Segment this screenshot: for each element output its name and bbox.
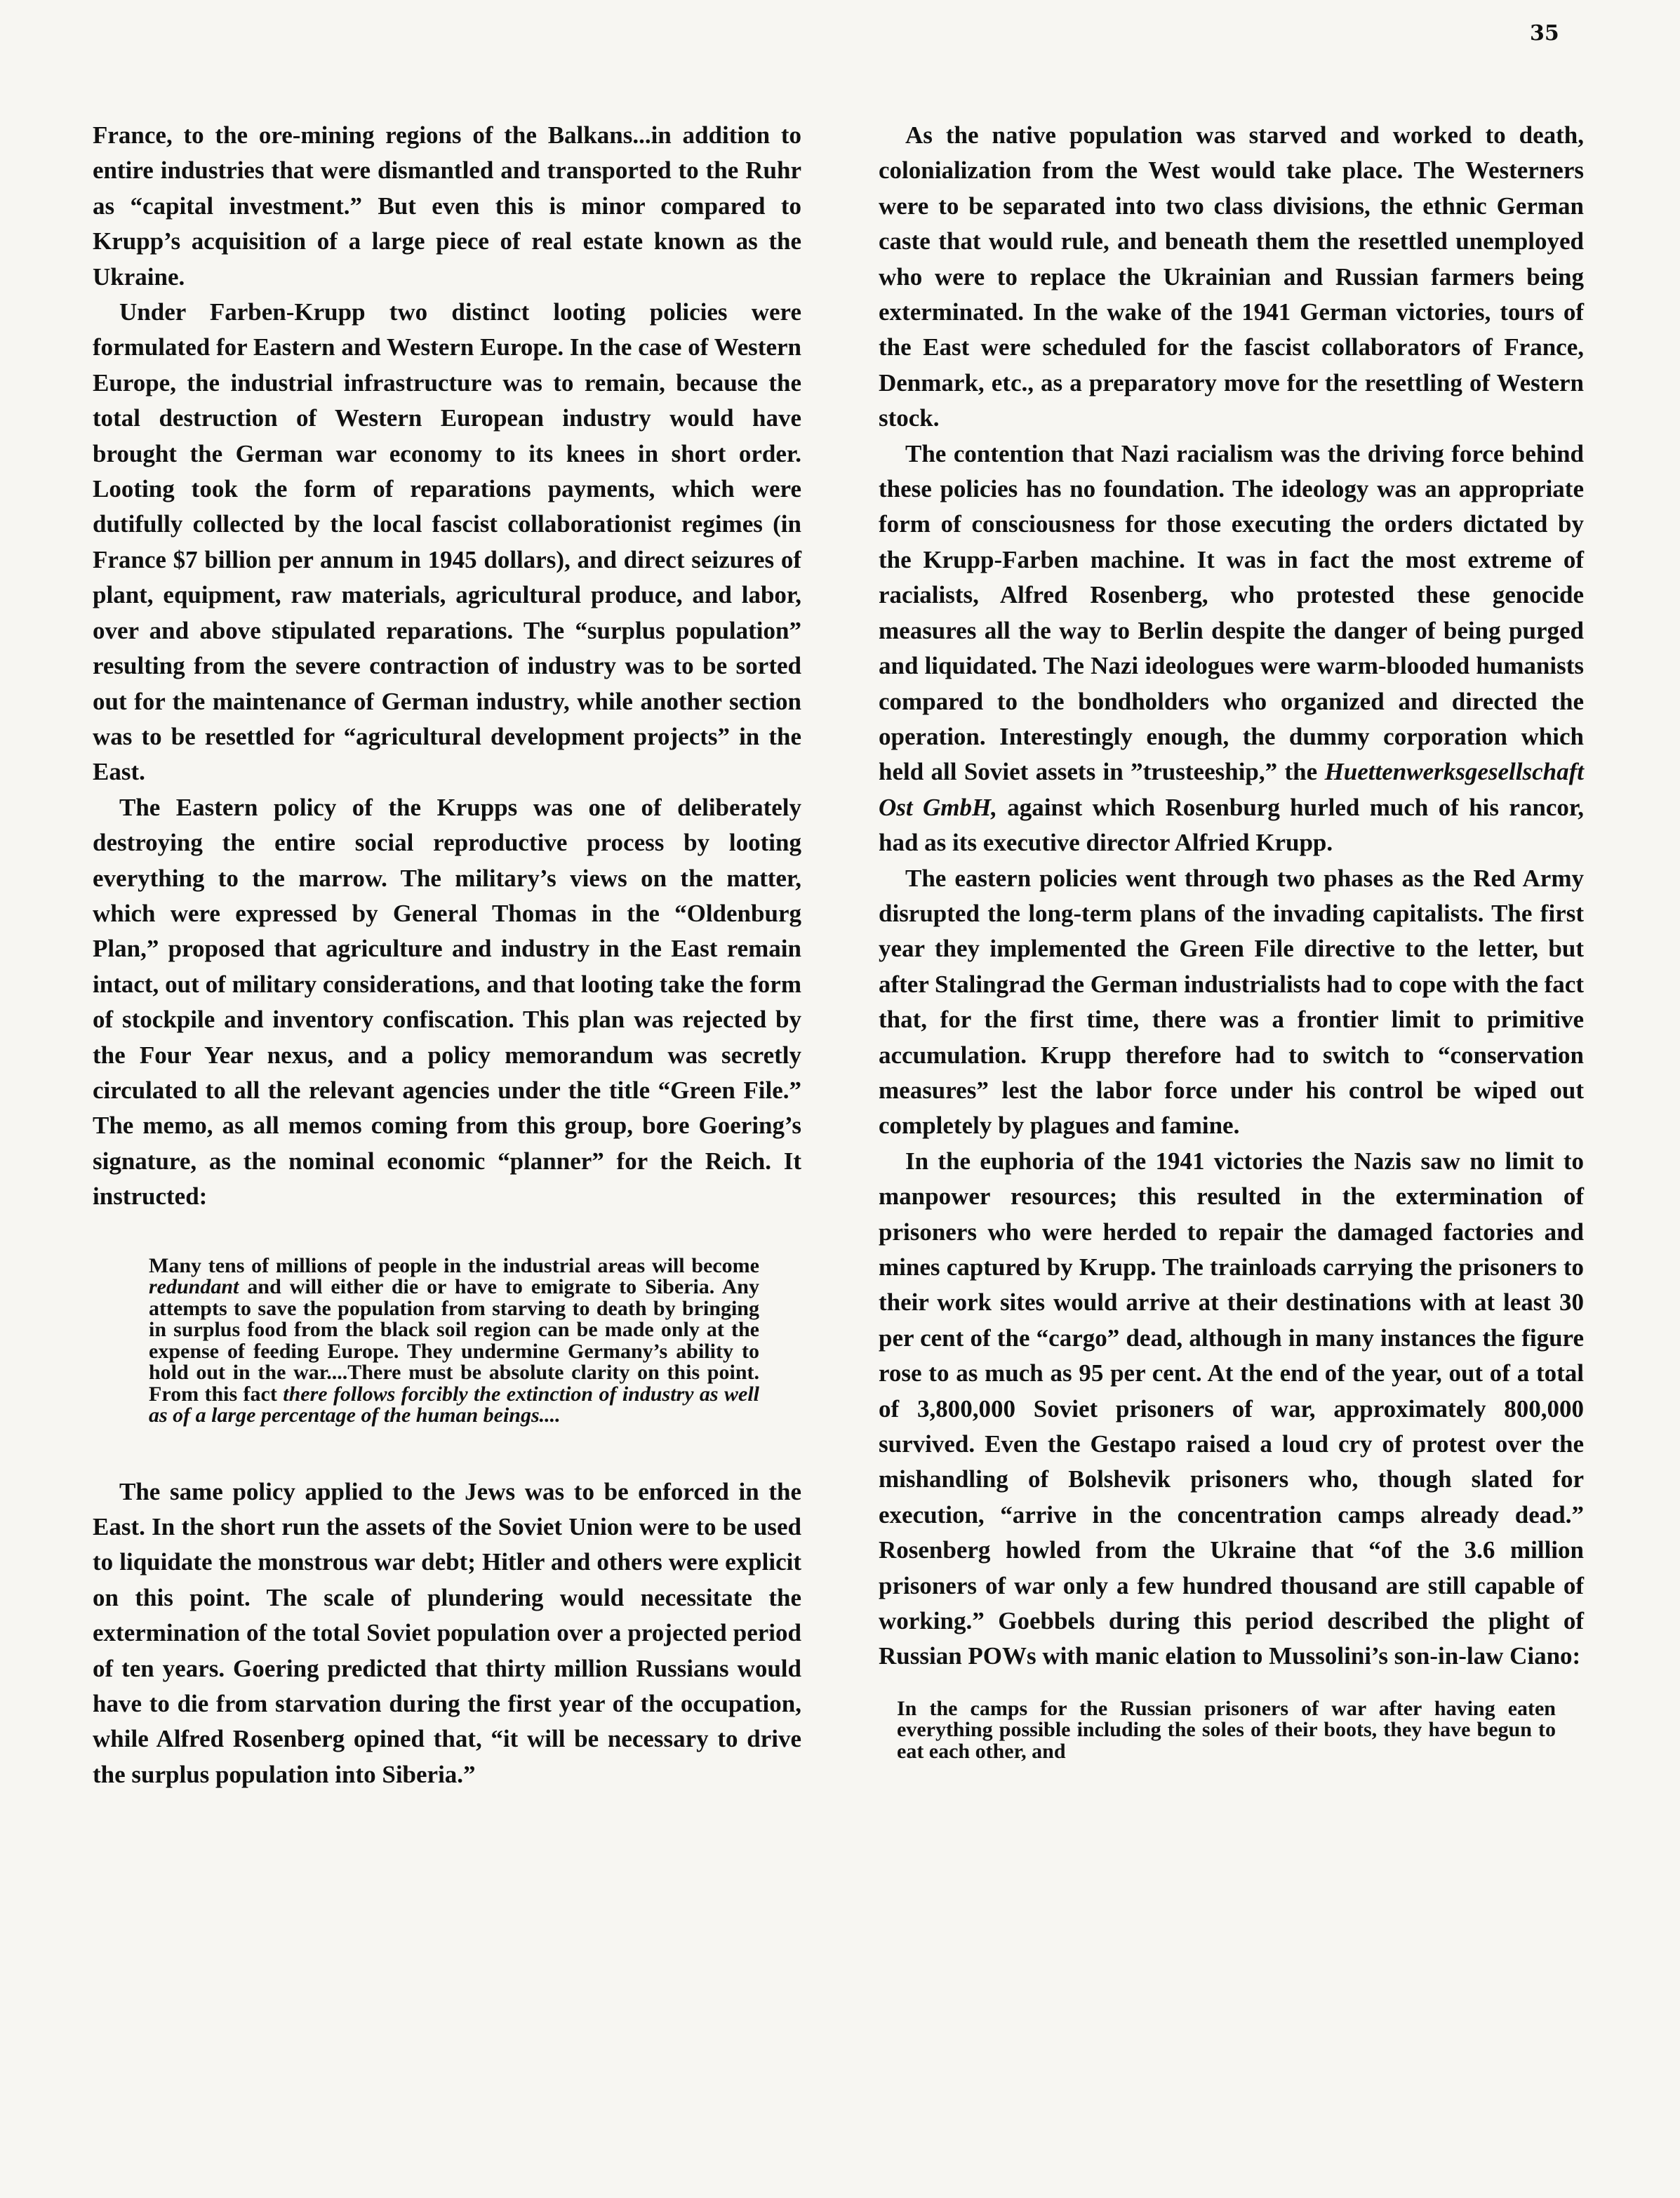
quote-emphasis: redundant [149,1275,239,1299]
paragraph-text: against which Rosenburg hurled much of his rancor, had as its executive director Alfried Krupp. [879,793,1584,857]
left-column [93,118,801,1792]
right-column [879,118,1584,1762]
quote-text: Many tens of millions of people in the industrial areas will become [149,1253,759,1277]
paragraph-text: The contention that Nazi racialism was the driving force behind these policies has no foundation. The ideology was an appropriate form of consciousness for those executing the orders dictated by the Krupp-Farben machine. It was in fact the most extreme of racialists, Alfred Rosenberg, who protested these genocide measures all the way to Berlin despite the danger of being purged and liquidated. The Nazi ideologues were warm-blooded humanists compared to the bondholders who organized and directed the operation. Interestingly enough, the dummy corporation which held all Soviet assets in ”trusteeship,” the [879,439,1584,786]
paragraph [879,437,1584,861]
block-quote: In the camps for the Russian prisoners of war after having eaten everything possible including the soles of their boots, they have begun to eat each other, and [897,1696,1556,1763]
paragraph: France, to the ore-mining regions of the Balkans...in addition to entire industries that were dismantled and transported to the Ruhr as “capital investment.” But even this is minor compared to Krupp’s acquisition of a large piece of real estate known as the Ukraine. [93,121,801,291]
quote-emphasis: there follows forcibly the extinction of industry as well as of a large percentage of the human beings.... [149,1382,759,1427]
block-quote [93,1255,801,1427]
paragraph: The eastern policies went through two phases as the Red Army disrupted the long-term plans of the invading capitalists. The first year they implemented the Green File directive to the letter, but after Stalingrad the German industrialists had to cope with the fact that, for the first time, there was a frontier limit to primitive accumulation. Krupp therefore had to switch to “conservation measures” lest the labor force under his control be wiped out completely by plagues and famine. [879,864,1584,1140]
paragraph: Under Farben-Krupp two distinct looting policies were formulated for Eastern and Western Europe. In the case of Western Europe, the industrial infrastructure was to remain, because the total destruction of Western European industry would have brought the German war economy to its knees in short order. Looting took the form of reparations payments, which were dutifully collected by the local fascist collaborationist regimes (in France $7 billion per annum in 1945 dollars), and direct seizures of plant, equipment, raw materials, agricultural produce, and labor, over and above stipulated reparations. The “surplus population” resulting from the severe contraction of industry was to be sorted out for the maintenance of German industry, while another section was to be resettled for “agricultural development projects” in the East. [93,298,801,786]
paragraph: In the euphoria of the 1941 victories the Nazis saw no limit to manpower resources; this resulted in the extermination of prisoners who were herded to repair the damaged factories and mines captured by Krupp. The trainloads carrying the prisoners to their work sites would arrive at their destinations with at least 30 per cent of the “cargo” dead, although in many instances the figure rose to as much as 95 per cent. At the end of the year, out of a total of 3,800,000 Soviet prisoners of war, approximately 800,000 survived. Even the Gestapo raised a loud cry of protest over the mishandling of Bolshevik prisoners who, though slated for execution, “arrive in the concentration camps already dead.” Rosenberg howled from the Ukraine that “of the 3.6 million prisoners of war only a few hundred thousand are still capable of working.” Goebbels during this period described the plight of Russian POWs with manic elation to Mussolini’s son-in-law Ciano: [879,1147,1584,1670]
paragraph: As the native population was starved and worked to death, colonialization from the West would take place. The Westerners were to be separated into two class divisions, the ethnic German caste that would rule, and beneath them the resettled unemployed who were to replace the Ukrainian and Russian farmers being exterminated. In the wake of the 1941 German victories, tours of the East were scheduled for the fascist collaborators of France, Denmark, etc., as a preparatory move for the resettling of Western stock. [879,121,1584,432]
paragraph: The same policy applied to the Jews was to be enforced in the East. In the short run the assets of the Soviet Union were to be used to liquidate the monstrous war debt; Hitler and others were explicit on this point. The scale of plundering would necessitate the extermination of the total Soviet population over a projected period of ten years. Goering predicted that thirty million Russians would have to die from starvation during the first year of the occupation, while Alfred Rosenberg opined that, “it will be necessary to drive the surplus population into Siberia.” [93,1477,801,1788]
paragraph: The Eastern policy of the Krupps was one of deliberately destroying the entire social reproductive process by looting everything to the marrow. The military’s views on the matter, which were expressed by General Thomas in the “Oldenburg Plan,” proposed that agriculture and industry in the East remain intact, out of military considerations, and that looting take the form of stockpile and inventory confiscation. This plan was rejected by the Four Year nexus, and a policy memorandum was secretly circulated to all the relevant agencies under the title “Green File.” The memo, as all memos coming from this group, bore Goering’s signature, as the nominal economic “planner” for the Reich. It instructed: [93,793,801,1211]
page-number: 35 [1530,21,1559,46]
paragraph-emphasis: Huettenwerksgesellschaft Ost GmbH, [879,758,1584,821]
quote-text: and will either die or have to emigrate to Siberia. Any attempts to save the population from starving to death by bringing in surplus food from the black soil region can be made only at the expense of feeding Europe. They undermine Germany’s ability to hold out in the war....There must be absolute clarity on this point. From this fact [149,1275,759,1406]
